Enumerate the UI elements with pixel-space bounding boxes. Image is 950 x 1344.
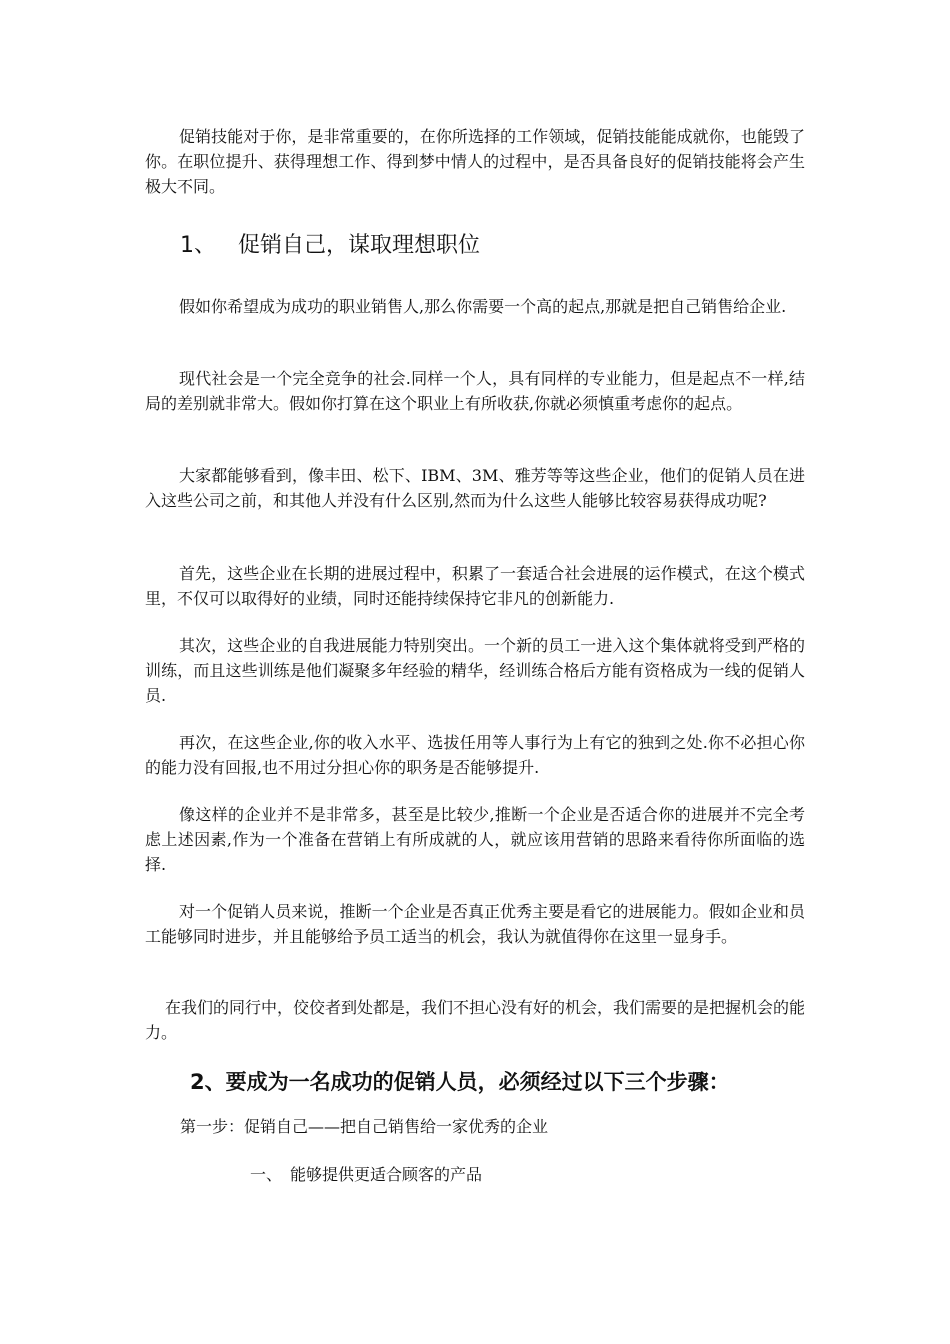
body-paragraph: 对一个促销人员来说，推断一个企业是否真正优秀主要是看它的进展能力。假如企业和员工能够同时进步，并且能够给予员工适当的机会，我认为就值得你在这里一显身手。 — [145, 902, 805, 946]
body-paragraph: 现代社会是一个完全竞争的社会.同样一个人，具有同样的专业能力，但是起点不一样,结局的差别就非常大。假如你打算在这个职业上有所收获,你就必须慎重考虑你的起点。 — [145, 369, 805, 413]
body-paragraph: 像这样的企业并不是非常多，甚至是比较少,推断一个企业是否适合你的进展并不完全考虑上述因素,作为一个准备在营销上有所成就的人，就应该用营销的思路来看待你所面临的选择. — [145, 805, 805, 874]
body-paragraph: 大家都能够看到，像丰田、松下、IBM、3M、雅芳等等这些企业，他们的促销人员在进入这些公司之前，和其他人并没有什么区别,然而为什么这些人能够比较容易获得成功呢? — [145, 466, 805, 510]
sub-item-1-text: 能够提供更适合顾客的产品 — [290, 1165, 483, 1184]
section-1-number: 1、 — [180, 233, 216, 258]
sub-item-1-number: 一、 — [250, 1165, 283, 1184]
intro-paragraph: 促销技能对于你，是非常重要的，在你所选择的工作领域，促销技能能成就你，也能毁了你。在职位提升、获得理想工作、得到梦中情人的过程中，是否具备良好的促销技能将会产生极大不同。 — [145, 127, 805, 196]
body-paragraph: 首先，这些企业在长期的进展过程中，积累了一套适合社会进展的运作模式，在这个模式里，不仅可以取得好的业绩，同时还能持续保持它非凡的创新能力. — [145, 564, 805, 608]
section-2-heading: 2、要成为一名成功的促销人员，必须经过以下三个步骤： — [190, 1070, 730, 1094]
step-1-line: 第一步：促销自己——把自己销售给一家优秀的企业 — [180, 1117, 549, 1136]
section-1-heading — [180, 230, 480, 262]
body-paragraph: 再次，在这些企业,你的收入水平、选拔任用等人事行为上有它的独到之处.你不必担心你的能力没有回报,也不用过分担心你的职务是否能够提升. — [145, 733, 805, 777]
body-paragraph: 假如你希望成为成功的职业销售人,那么你需要一个高的起点,那就是把自己销售给企业. — [179, 297, 787, 316]
section-1-title: 促销自己，谋取理想职位 — [238, 233, 481, 258]
body-paragraph: 在我们的同行中，佼佼者到处都是，我们不担心没有好的机会，我们需要的是把握机会的能力。 — [145, 998, 806, 1042]
body-paragraph: 其次，这些企业的自我进展能力特别突出。一个新的员工一进入这个集体就将受到严格的训练，而且这些训练是他们凝聚多年经验的精华，经训练合格后方能有资格成为一线的促销人员. — [145, 636, 805, 705]
sub-item-1 — [250, 1162, 482, 1187]
